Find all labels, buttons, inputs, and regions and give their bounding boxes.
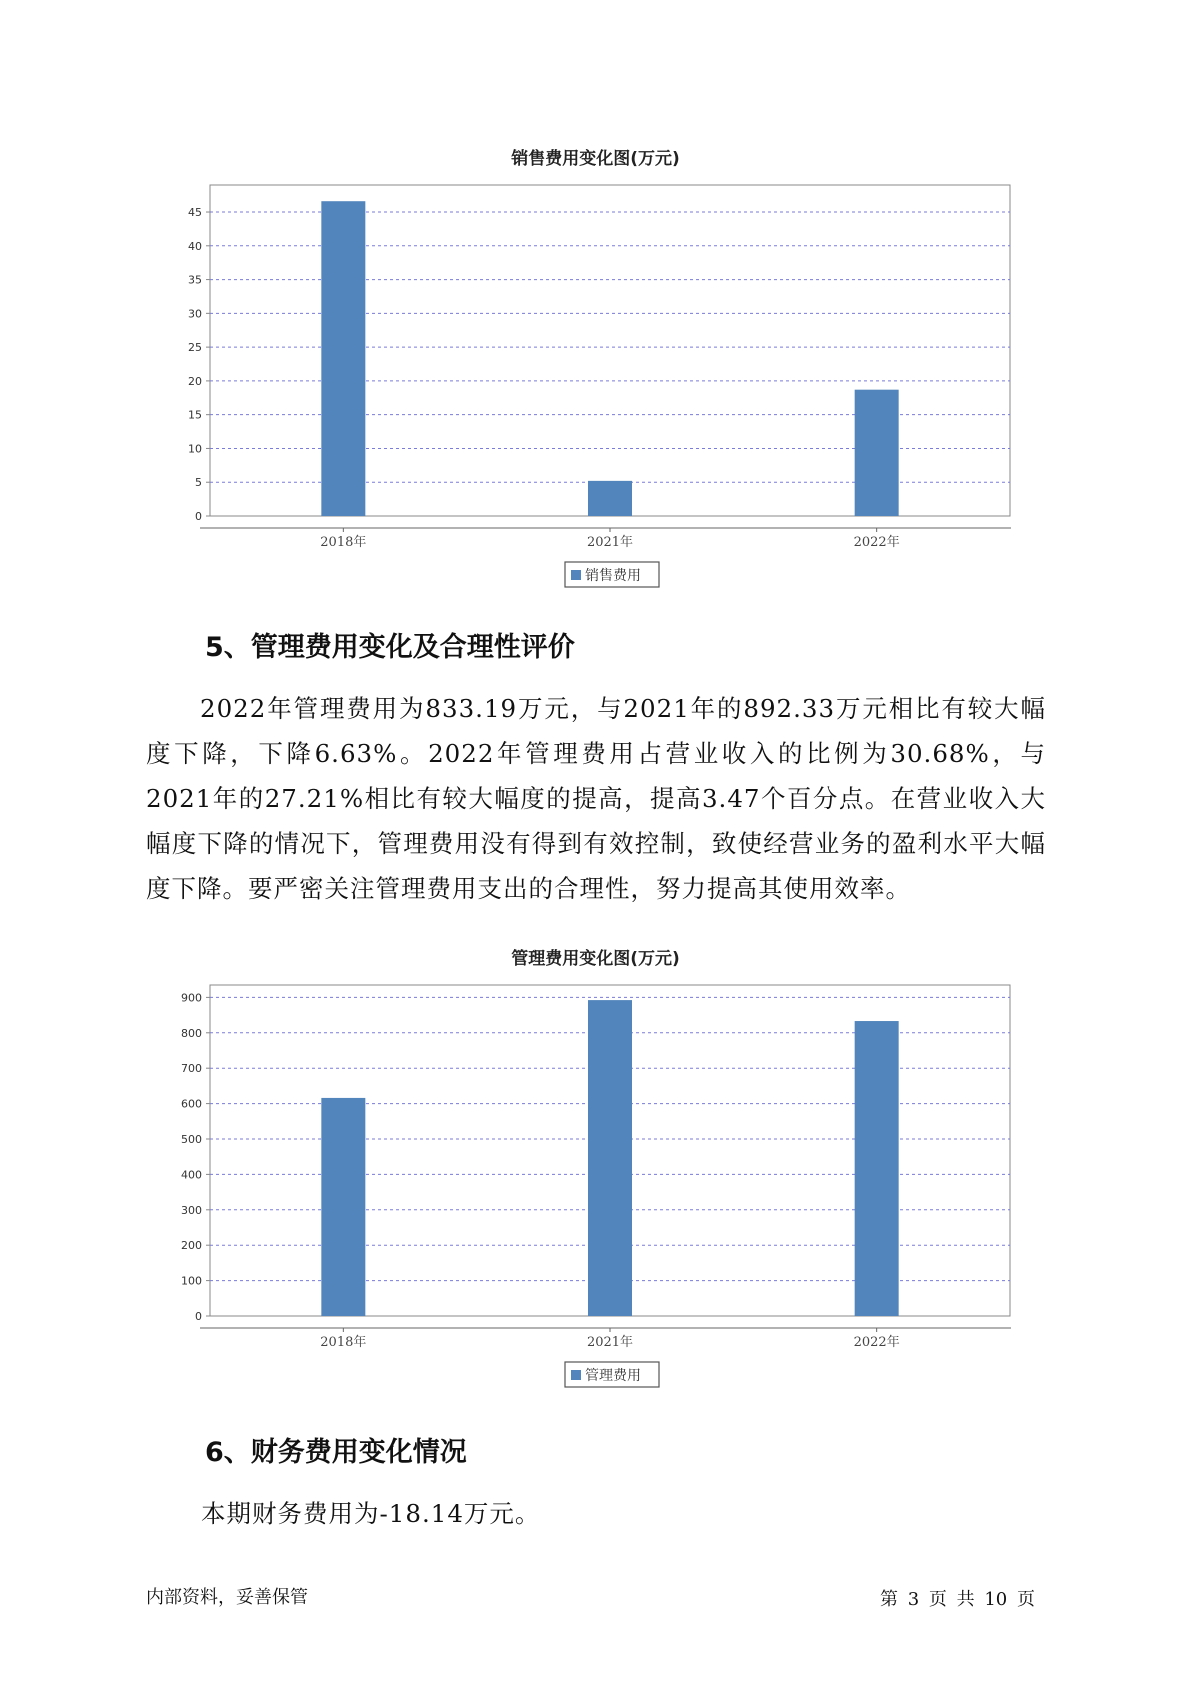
sales-chart-x-tick-label: 2018年	[320, 535, 367, 550]
mgmt-chart-legend-label: 管理费用	[585, 1368, 641, 1384]
sales-chart-bar-2018年	[321, 201, 365, 516]
section-6-heading: 6、财务费用变化情况	[205, 1437, 467, 1468]
sales-chart-x-tick-label: 2021年	[586, 535, 634, 550]
section-6-paragraph: 本期财务费用为-18.14万元。	[201, 1499, 541, 1528]
mgmt-chart-bar-2022年	[855, 1021, 899, 1316]
section-5-paragraph	[146, 686, 1046, 911]
mgmt-chart-bar-2021年	[588, 1000, 632, 1316]
mgmt-chart-legend-swatch	[571, 1370, 581, 1380]
sales-chart-y-tick-label: 20	[188, 374, 202, 388]
sales-chart-title: 销售费用变化图(万元)	[511, 149, 680, 169]
section-5-text: 2022年管理费用为833.19万元，与2021年的892.33万元相比有较大幅度下降，下降6.63%。2022年管理费用占营业收入的比例为30.68%，与2021年的27.21%相比有较大幅度的提高，提高3.47个百分点。在营业收入大幅度下降的情况下，管理费用没有得到有效控制，致使经营业务的盈利水平大幅度下降。要严密关注管理费用支出的合理性，努力提高其使用效率。	[146, 694, 1046, 903]
mgmt-chart-y-tick-label: 400	[181, 1168, 202, 1182]
sales-chart-legend-swatch	[571, 570, 581, 580]
mgmt-chart-legend	[565, 1362, 659, 1387]
sales-chart-y-tick-label: 40	[188, 239, 202, 253]
mgmt-chart-y-tick-label: 900	[181, 991, 202, 1005]
mgmt-chart-y-tick-label: 200	[181, 1239, 202, 1253]
mgmt-chart-y-tick-label: 500	[181, 1132, 202, 1146]
sales-chart-y-tick-label: 30	[188, 307, 202, 321]
sales-chart-bar-2021年	[588, 481, 632, 516]
sales-expense-chart	[0, 175, 1191, 615]
sales-chart-legend-label: 销售费用	[585, 568, 641, 584]
mgmt-chart-y-tick-label: 700	[181, 1062, 202, 1076]
sales-chart-x-tick-label: 2022年	[853, 535, 900, 550]
section-5-heading: 5、管理费用变化及合理性评价	[205, 632, 575, 663]
footer-confidential-note: 内部资料，妥善保管	[146, 1587, 308, 1608]
sales-chart-y-tick-label: 0	[195, 510, 202, 523]
sales-chart-y-tick-label: 25	[188, 341, 202, 355]
mgmt-chart-x-tick-label: 2022年	[853, 1335, 900, 1350]
sales-chart-y-tick-label: 10	[188, 442, 202, 456]
sales-chart-y-tick-label: 45	[188, 206, 202, 220]
sales-chart-y-tick-label: 5	[195, 476, 202, 490]
mgmt-chart-y-tick-label: 300	[181, 1203, 202, 1217]
mgmt-chart-y-tick-label: 600	[181, 1097, 202, 1111]
footer-page-number: 第 3 页 共 10 页	[880, 1589, 1035, 1610]
mgmt-chart-y-tick-label: 0	[195, 1310, 202, 1323]
mgmt-chart-y-tick-label: 100	[181, 1274, 202, 1288]
management-expense-chart	[0, 975, 1191, 1415]
mgmt-chart-x-tick-label: 2018年	[320, 1335, 367, 1350]
mgmt-chart-title: 管理费用变化图(万元)	[511, 949, 680, 969]
mgmt-chart-x-tick-label: 2021年	[586, 1335, 634, 1350]
sales-chart-legend	[565, 562, 659, 587]
sales-chart-y-tick-label: 15	[188, 408, 202, 422]
mgmt-chart-bar-2018年	[321, 1098, 365, 1316]
sales-chart-y-tick-label: 35	[188, 273, 202, 287]
sales-chart-bar-2022年	[855, 390, 899, 516]
mgmt-chart-y-tick-label: 800	[181, 1026, 202, 1040]
